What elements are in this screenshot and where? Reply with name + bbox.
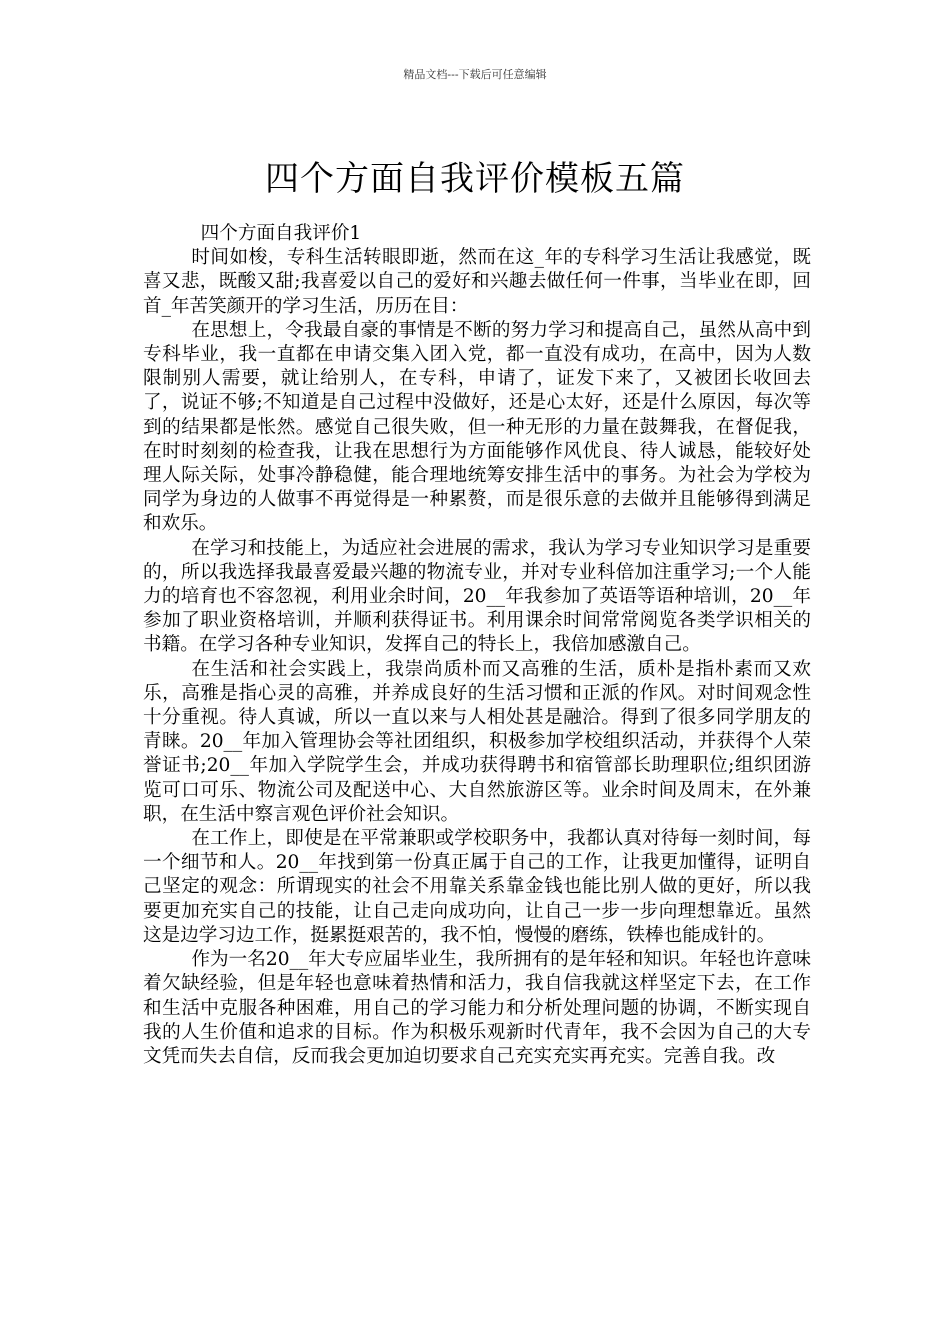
body-paragraph: 在学习和技能上，为适应社会进展的需求，我认为学习专业知识学习是重要的，所以我选择我最喜爱最兴趣的物流专业，并对专业科倍加注重学习;一个人能力的培育也不容忽视，利用业余时间，20__年我参加了英语等语种培训，20__年参加了职业资格培训，并顺利获得证书。利用课余时间常常阅览各类学识相关的书籍。在学习各种专业知识，发挥自己的特长上，我倍加感激自己。 bbox=[143, 537, 811, 656]
document-title: 四个方面自我评价模板五篇 bbox=[265, 158, 685, 199]
body-paragraph: 在思想上，令我最自豪的事情是不断的努力学习和提高自己，虽然从高中到专科毕业，我一直都在申请交集入团入党，都一直没有成功，在高中，因为人数限制别人需要，就让给别人，在专科，申请了，证发下来了，又被团长收回去了，说证不够;不知道是自己过程中没做好，还是心太好，还是什么原因，每次等到的结果都是怅然。感觉自己很失败，但一种无形的力量在鼓舞我，在督促我，在时时刻刻的检查我，让我在思想行为方面能够作风优良、待人诚恳，能较好处理人际关际，处事冷静稳健，能合理地统筹安排生活中的事务。为社会为学校为同学为身边的人做事不再觉得是一种累赘，而是很乐意的去做并且能够得到满足和欢乐。 bbox=[143, 319, 811, 535]
section-heading: 四个方面自我评价1 bbox=[200, 223, 362, 244]
body-paragraph: 时间如梭，专科生活转眼即逝，然而在这_年的专科学习生活让我感觉，既喜又悲，既酸又甜;我喜爱以自己的爱好和兴趣去做任何一件事，当毕业在即，回首_年苦笑颜开的学习生活，历历在目： bbox=[143, 247, 811, 317]
header-note: 精品文档---下载后可任意编辑 bbox=[403, 68, 547, 81]
document-body bbox=[143, 222, 811, 1069]
body-paragraph: 在工作上，即使是在平常兼职或学校职务中，我都认真对待每一刻时间，每一个细节和人。20__年找到第一份真正属于自己的工作，让我更加懂得，证明自己坚定的观念：所谓现实的社会不用靠关系靠金钱也能比别人做的更好，所以我要更加充实自己的技能，让自己走向成功向，让自己一步一步向理想靠近。虽然这是边学习边工作，挺累挺艰苦的，我不怕，慢慢的磨练，铁棒也能成针的。 bbox=[143, 828, 811, 946]
body-paragraph: 在生活和社会实践上，我崇尚质朴而又高雅的生活，质朴是指朴素而又欢乐，高雅是指心灵的高雅，并养成良好的生活习惯和正派的作风。对时间观念性十分重视。待人真诚，所以一直以来与人相处甚是融洽。得到了很多同学朋友的青睐。20__年加入管理协会等社团组织，积极参加学校组织活动，并获得个人荣誉证书;20__年加入学院学生会，并成功获得聘书和宿管部长助理职位;组织团游览可口可乐、物流公司及配送中心、大自然旅游区等。业余时间及周末，在外兼职，在生活中察言观色评价社会知识。 bbox=[143, 658, 811, 825]
body-paragraph: 作为一名20__年大专应届毕业生，我所拥有的是年轻和知识。年轻也许意味着欠缺经验，但是年轻也意味着热情和活力，我自信我就这样坚定下去，在工作和生活中克服各种困难，用自己的学习能力和分析处理问题的协调，不断实现自我的人生价值和追求的目标。作为积极乐观新时代青年，我不会因为自己的大专文凭而失去自信，反而我会更加迫切要求自己充实充实再充实。完善自我。改 bbox=[143, 949, 811, 1067]
